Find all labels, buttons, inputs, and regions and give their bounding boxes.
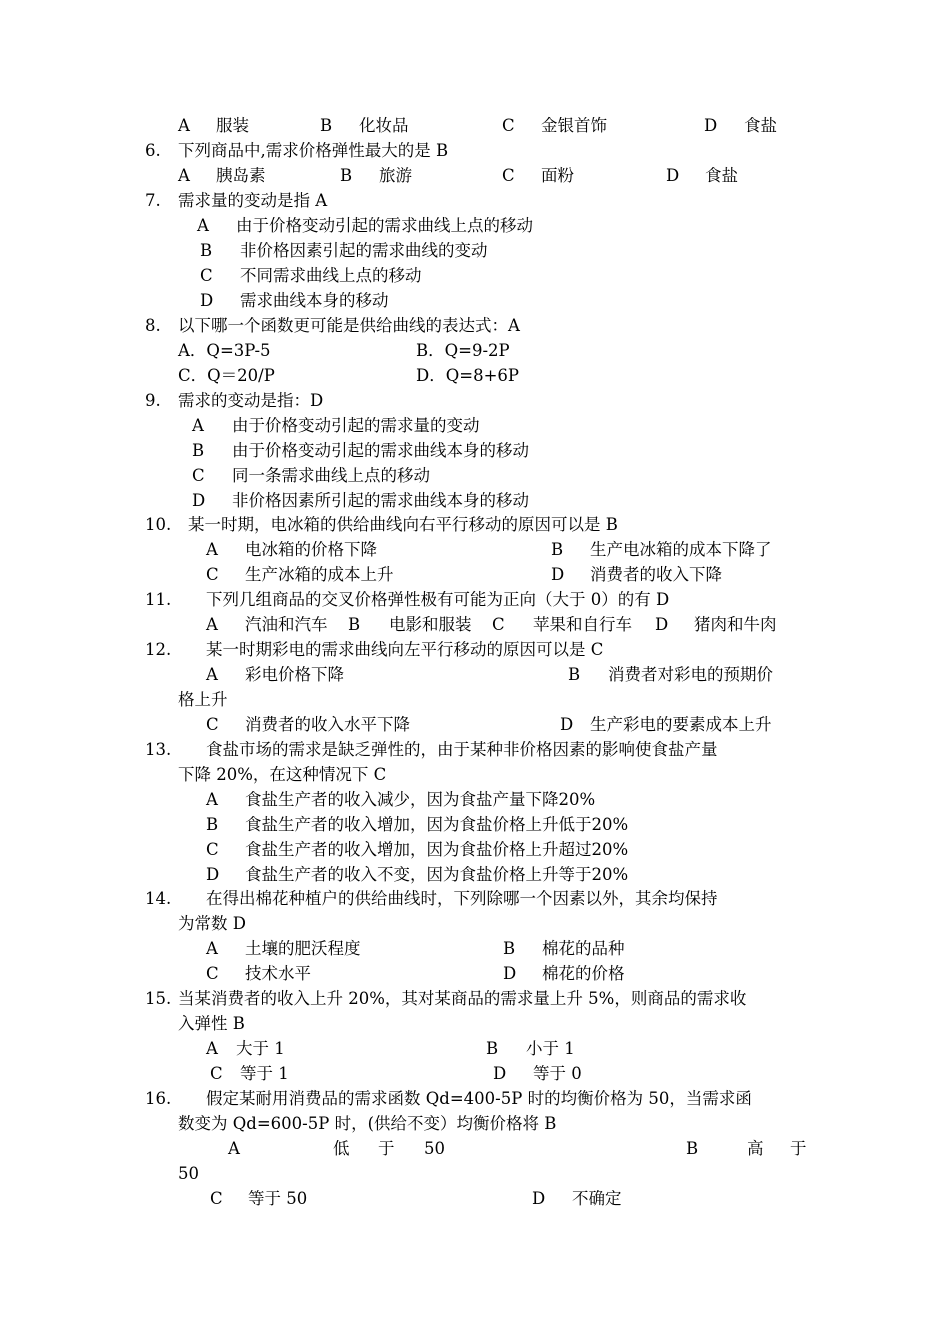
option-text: 大于 1 <box>236 1039 285 1058</box>
option-text: A．Q=3P-5 <box>178 341 271 360</box>
option-text: 化妆品 <box>359 116 409 135</box>
option-text: 金银首饰 <box>541 116 607 135</box>
question-text: 以下哪一个函数更可能是供给曲线的表达式：A <box>178 316 520 335</box>
option-label: A <box>178 116 190 135</box>
option-text: 小于 1 <box>526 1039 575 1058</box>
question-number: 10. <box>145 515 172 534</box>
option-label: C <box>206 565 219 584</box>
option-text: 食盐 <box>705 166 738 185</box>
option-label: A <box>178 166 190 185</box>
option-text: 不确定 <box>572 1189 622 1208</box>
question-number: 13. <box>145 740 172 759</box>
option-label: C <box>210 1064 223 1083</box>
q16-options-row-2 <box>0 1189 950 1289</box>
option-text: 于 <box>790 1139 807 1158</box>
option-text: 非价格因素所引起的需求曲线本身的移动 <box>232 491 529 510</box>
question-number: 12. <box>145 640 172 659</box>
option-label: C <box>206 840 219 859</box>
option-text: 等于 50 <box>248 1189 308 1208</box>
option-label: D <box>493 1064 507 1083</box>
option-text: 生产彩电的要素成本上升 <box>590 715 772 734</box>
option-text: 彩电价格下降 <box>245 665 344 684</box>
question-text: 下列几组商品的交叉价格弹性极有可能为正向（大于 0）的有 D <box>206 590 670 609</box>
option-text: 食盐生产者的收入增加，因为食盐价格上升超过20% <box>245 840 629 859</box>
option-label: A <box>206 615 218 634</box>
option-text: 由于价格变动引起的需求量的变动 <box>232 416 480 435</box>
option-label: A <box>206 939 218 958</box>
option-label: C <box>206 964 219 983</box>
option-label: B <box>486 1039 499 1058</box>
option-text: 面粉 <box>541 166 574 185</box>
option-label: C <box>192 466 205 485</box>
option-label: A <box>206 540 218 559</box>
option-text: 棉花的品种 <box>542 939 625 958</box>
option-label: A <box>192 416 204 435</box>
option-text: 土壤的肥沃程度 <box>245 939 361 958</box>
option-text: 于 <box>378 1139 395 1158</box>
question-text: 某一时期，电冰箱的供给曲线向右平行移动的原因可以是 B <box>188 515 618 534</box>
option-label: A <box>206 665 218 684</box>
option-label: B <box>686 1139 699 1158</box>
option-text: 需求曲线本身的移动 <box>240 291 389 310</box>
question-text: 在得出棉花种植户的供给曲线时，下列除哪一个因素以外，其余均保持 <box>206 889 718 908</box>
option-text: 食盐生产者的收入增加，因为食盐价格上升低于20% <box>245 815 629 834</box>
question-text: 下降 20%，在这种情况下 C <box>178 765 387 784</box>
question-number: 8. <box>145 316 161 335</box>
option-text: 食盐生产者的收入不变，因为食盐价格上升等于20% <box>245 865 629 884</box>
question-text: 入弹性 B <box>178 1014 245 1033</box>
option-label: C <box>210 1189 223 1208</box>
question-text: 假定某耐用消费品的需求函数 Qd=400-5P 时的均衡价格为 50，当需求函 <box>206 1089 752 1108</box>
option-label: D <box>551 565 565 584</box>
option-text: 电影和服装 <box>389 615 472 634</box>
option-text: 非价格因素引起的需求曲线的变动 <box>240 241 488 260</box>
option-text: 高 <box>747 1139 764 1158</box>
option-label: D <box>704 116 718 135</box>
question-number: 11. <box>145 590 172 609</box>
question-text: 当某消费者的收入上升 20%，其对某商品的需求量上升 5%，则商品的需求收 <box>178 989 747 1008</box>
option-text: 消费者对彩电的预期价 <box>608 665 773 684</box>
option-text: 苹果和自行车 <box>533 615 632 634</box>
option-text: 技术水平 <box>245 964 311 983</box>
option-text: 等于 1 <box>240 1064 289 1083</box>
option-label: A <box>228 1139 240 1158</box>
question-number: 9. <box>145 391 161 410</box>
option-label: D <box>666 166 680 185</box>
option-text: 50 <box>178 1164 199 1183</box>
question-text: 为常数 D <box>178 914 246 933</box>
option-text: 同一条需求曲线上点的移动 <box>232 466 430 485</box>
option-label: B <box>551 540 564 559</box>
option-label: D <box>532 1189 546 1208</box>
option-text: 食盐 <box>744 116 777 135</box>
option-label: C <box>502 166 515 185</box>
option-label: D <box>560 715 574 734</box>
question-number: 14. <box>145 889 172 908</box>
question-text: 需求的变动是指：D <box>178 391 324 410</box>
option-text: 由于价格变动引起的需求曲线上点的移动 <box>236 216 533 235</box>
question-number: 6. <box>145 141 161 160</box>
question-text: 数变为 Qd=600-5P 时，(供给不变）均衡价格将 B <box>178 1114 557 1133</box>
question-text: 需求量的变动是指 A <box>178 191 328 210</box>
option-text: 格上升 <box>178 690 228 709</box>
option-label: B <box>568 665 581 684</box>
option-text: 消费者的收入水平下降 <box>245 715 410 734</box>
option-text: 不同需求曲线上点的移动 <box>240 266 422 285</box>
question-text: 某一时期彩电的需求曲线向左平行移动的原因可以是 C <box>206 640 604 659</box>
option-text: 由于价格变动引起的需求曲线本身的移动 <box>232 441 529 460</box>
option-label: B <box>503 939 516 958</box>
question-number: 15. <box>145 989 172 1008</box>
option-text: D．Q=8+6P <box>416 366 520 385</box>
option-label: B <box>200 241 213 260</box>
option-label: D <box>206 865 220 884</box>
option-text: 电冰箱的价格下降 <box>245 540 377 559</box>
option-label: C <box>200 266 213 285</box>
option-text: 消费者的收入下降 <box>590 565 722 584</box>
option-text: 棉花的价格 <box>542 964 625 983</box>
option-label: B <box>192 441 205 460</box>
option-text: 食盐生产者的收入减少，因为食盐产量下降20% <box>245 790 596 809</box>
option-label: D <box>200 291 214 310</box>
option-label: C <box>502 116 515 135</box>
option-label: B <box>340 166 353 185</box>
option-text: 低 <box>333 1139 350 1158</box>
option-label: A <box>197 216 209 235</box>
option-label: A <box>206 1039 218 1058</box>
option-text: C．Q＝20/P <box>178 366 275 385</box>
option-text: 旅游 <box>379 166 412 185</box>
option-text: B．Q=9-2P <box>416 341 510 360</box>
option-text: 生产冰箱的成本上升 <box>245 565 394 584</box>
option-label: D <box>503 964 517 983</box>
option-label: B <box>206 815 219 834</box>
option-text: 生产电冰箱的成本下降了 <box>590 540 772 559</box>
question-text: 下列商品中,需求价格弹性最大的是 B <box>178 141 449 160</box>
option-label: C <box>206 715 219 734</box>
option-text: 猪肉和牛肉 <box>694 615 777 634</box>
option-text: 胰岛素 <box>216 166 266 185</box>
option-label: A <box>206 790 218 809</box>
option-label: B <box>348 615 361 634</box>
option-text: 等于 0 <box>533 1064 582 1083</box>
option-label: D <box>192 491 206 510</box>
option-text: 汽油和汽车 <box>245 615 328 634</box>
question-number: 7. <box>145 191 161 210</box>
option-text: 服装 <box>216 116 249 135</box>
option-label: B <box>320 116 333 135</box>
question-text: 食盐市场的需求是缺乏弹性的，由于某种非价格因素的影响使食盐产量 <box>206 740 718 759</box>
option-label: D <box>655 615 669 634</box>
option-text: 50 <box>424 1139 445 1158</box>
question-number: 16. <box>145 1089 172 1108</box>
option-label: C <box>492 615 505 634</box>
